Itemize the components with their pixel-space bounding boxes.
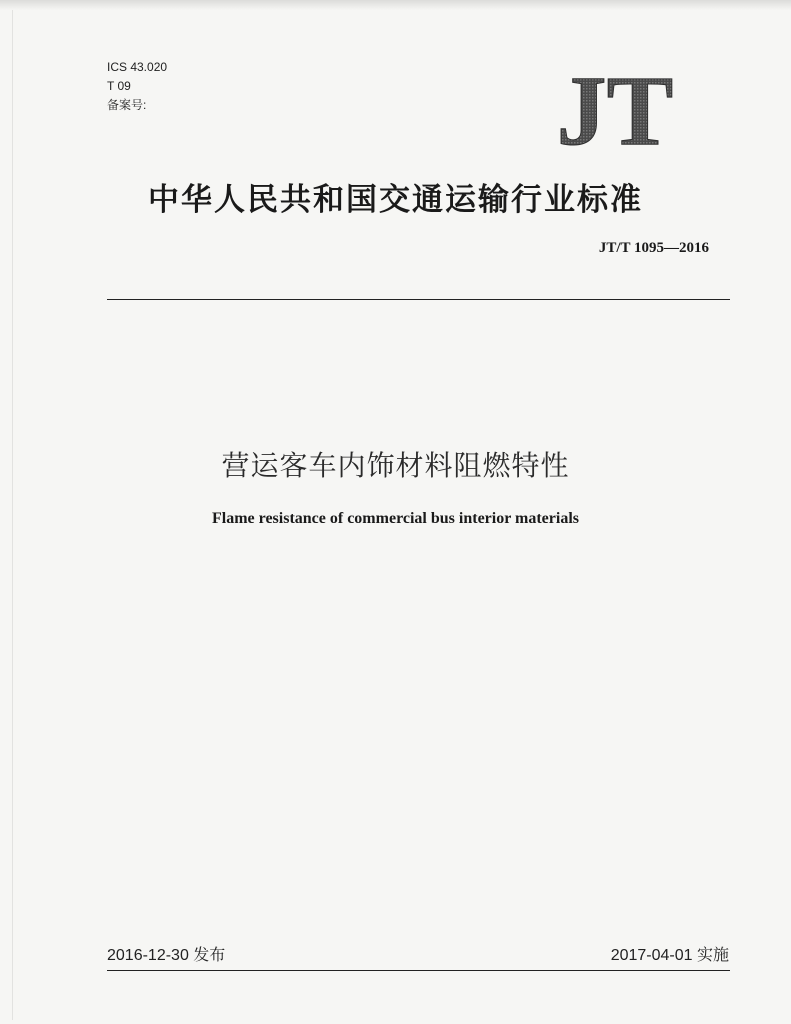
header-divider [107, 299, 730, 300]
title-chinese: 营运客车内饰材料阻燃特性 [221, 449, 570, 482]
logo-text: JT [556, 58, 674, 158]
title-english: Flame resistance of commercial bus interior materials [211, 510, 579, 527]
publish-date: 2016-12-30 发布 [107, 947, 226, 964]
jt-standard-logo [535, 58, 695, 158]
classification-code: T 09 [107, 79, 131, 93]
organization-title: 中华人民共和国交通运输行业标准 [148, 182, 643, 218]
footer-divider [107, 970, 730, 971]
implement-date: 2017-04-01 实施 [610, 947, 729, 964]
classification-codes [107, 58, 167, 115]
scan-edge-top [0, 0, 791, 10]
filing-number-label: 备案号: [107, 98, 147, 112]
ics-code: ICS 43.020 [107, 60, 168, 74]
standard-number: JT/T 1095—2016 [598, 240, 709, 256]
